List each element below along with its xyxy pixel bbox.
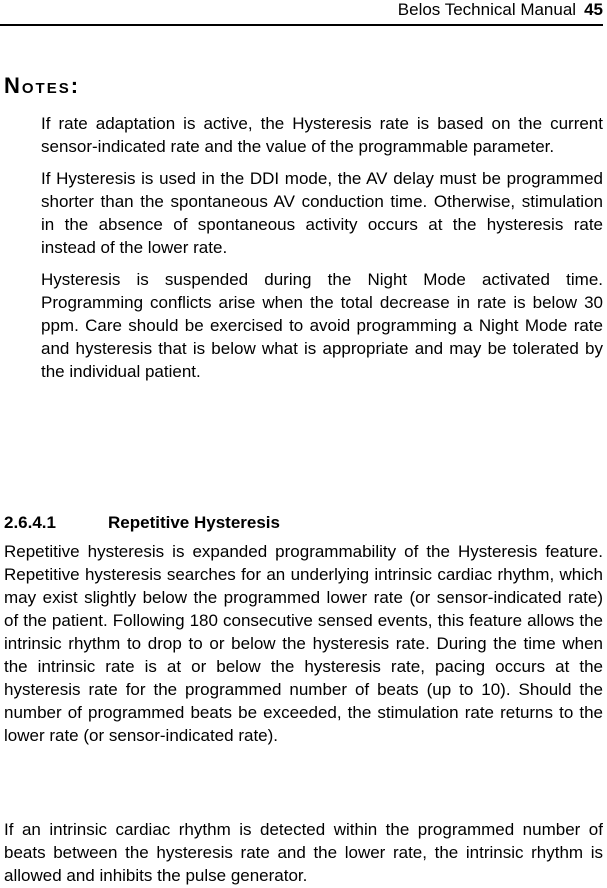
section-heading	[4, 511, 280, 535]
body-paragraph: Repetitive hysteresis is expanded programmability of the Hysteresis feature. Repetitive hysteresis searches for an underlying intrinsic cardiac rhythm, which may exist slightly below the programmed lower rate (or sensor-indicated rate) of the patient. Following 180 consecutive sensed events, this feature allows the intrinsic rhythm to drop to or below the hysteresis rate. During the time when the intrinsic rate is at or below the hysteresis rate, pacing occurs at the hysteresis rate for the programmed number of beats (up to 10). Should the number of programmed beats be exceeded, the stimulation rate returns to the lower rate (or sensor-indicated rate).	[4, 542, 603, 745]
note-item: Hysteresis is suspended during the Night Mode activated time. Programming conflicts arise when the total decrease in rate is below 30 ppm. Care should be exercised to avoid programming a Night Mode rate and hysteresis that is below what is appropriate and may be tolerated by the individual patient.	[41, 270, 603, 381]
notes-heading: Notes:	[4, 73, 81, 98]
manual-title: Belos Technical Manual	[397, 0, 577, 19]
page-number: 45	[584, 0, 603, 19]
note-item: If Hysteresis is used in the DDI mode, the AV delay must be programmed shorter than the spontaneous AV conduction time. Otherwise, stimulation in the absence of spontaneous activity occurs at the hysteresis rate instead of the lower rate.	[41, 169, 603, 257]
section-number: 2.6.4.1	[4, 513, 56, 532]
notes-list	[41, 112, 603, 391]
section-title: Repetitive Hysteresis	[108, 513, 280, 532]
body-paragraph: If an intrinsic cardiac rhythm is detected within the programmed number of beats between the hysteresis rate and the lower rate, the intrinsic rhythm is allowed and inhibits the pulse generator.	[4, 820, 603, 885]
page-header	[0, 0, 603, 26]
note-item: If rate adaptation is active, the Hysteresis rate is based on the current sensor-indicated rate and the value of the programmable parameter.	[41, 114, 603, 156]
